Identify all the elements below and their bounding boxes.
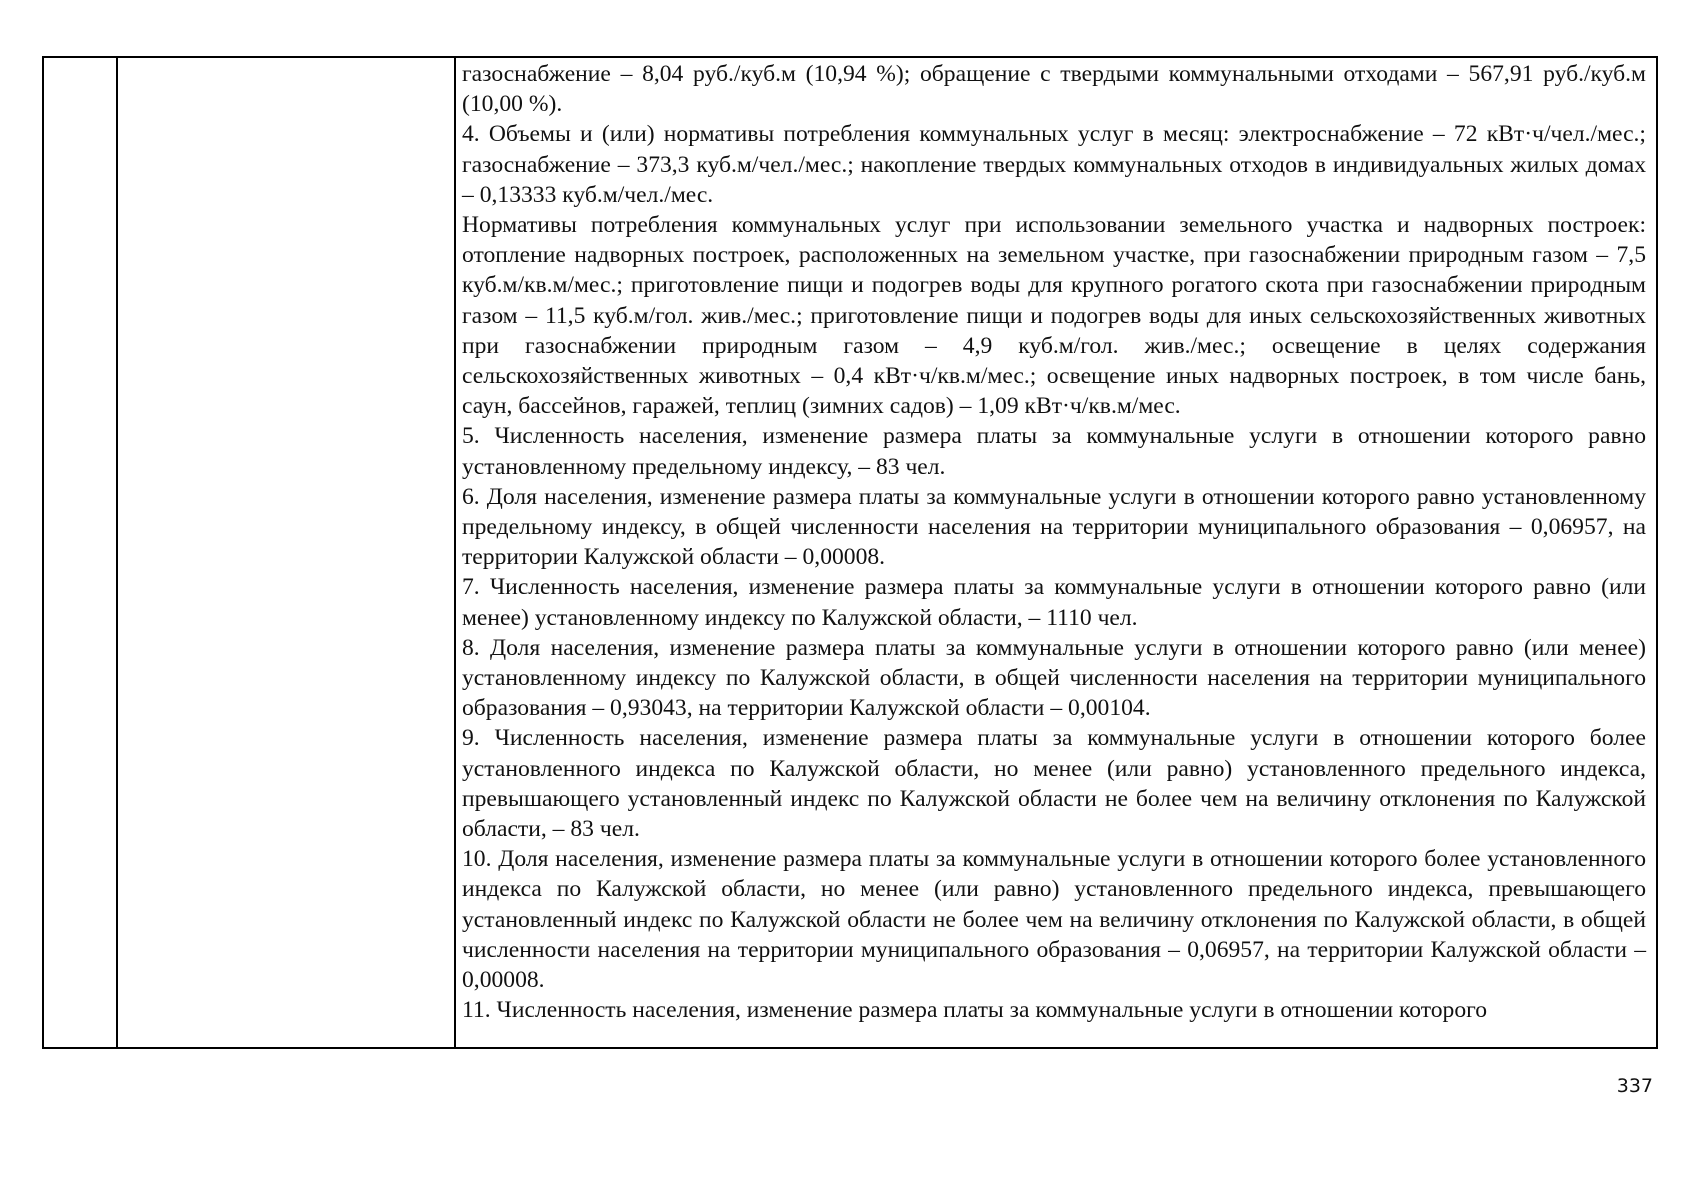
paragraph-land-plot-norms: Нормативы потребления коммунальных услуг при использовании земельного участка и надворных построек: отопление надворных построек, расположенных на земельном участке, при газоснабжении природным газом – 7,5 куб.м/кв.м/мес.; приготовление пищи и подогрев воды для крупного рогатого скота при газоснабжении природным газом – 11,5 куб.м/гол. жив./мес.; приготовление пищи и подогрев воды для иных сельскохозяйственных животных при газоснабжении природным газом – 4,9 куб.м/гол. жив./мес.; освещение в целях содержания сельскохозяйственных животных – 0,4 кВт·ч/кв.м/мес.; освещение иных надворных построек, в том числе бань, саун, бассейнов, гаражей, теплиц (зимних садов) – 1,09 кВт·ч/кв.м/мес. (462, 212, 1646, 420)
document-table (42, 56, 1658, 1049)
paragraph-gas-and-waste-tariffs: газоснабжение – 8,04 руб./куб.м (10,94 %); обращение с твердыми коммунальными отходами – 567,91 руб./куб.м (10,00 %). (462, 61, 1646, 118)
paragraph-item-10: 10. Доля населения, изменение размера платы за коммунальные услуги в отношении которого более установленного индекса по Калужской области, но менее (или равно) установленного предельного индекса, превышающего установленный индекс по Калужской области не более чем на величину отклонения по Калужской области, в общей численности населения на территории муниципального образования – 0,06957, на территории Калужской области – 0,00008. (462, 846, 1646, 994)
paragraph-item-11: 11. Численность населения, изменение размера платы за коммунальные услуги в отношении которого (462, 997, 1488, 1024)
paragraph-item-6: 6. Доля населения, изменение размера платы за коммунальные услуги в отношении которого равно установленному предельному индексу, в общей численности населения на территории муниципального образования – 0,06957, на территории Калужской области – 0,00008. (462, 483, 1646, 571)
paragraph-item-4-consumption-norms: 4. Объемы и (или) нормативы потребления коммунальных услуг в месяц: электроснабжение – 72 кВт·ч/чел./мес.; газоснабжение – 373,3 куб.м/чел./мес.; накопление твердых коммунальных отходов в индивидуальных жилых домах – 0,13333 куб.м/чел./мес. (462, 121, 1646, 208)
paragraph-item-8: 8. Доля населения, изменение размера платы за коммунальные услуги в отношении которого равно (или менее) установленному индексу по Калужской области, в общей численности населения на территории муниципального образования – 0,93043, на территории Калужской области – 0,00104. (462, 634, 1646, 722)
paragraph-item-5: 5. Численность населения, изменение размера платы за коммунальные услуги в отношении которого равно установленному предельному индексу, – 83 чел. (462, 423, 1646, 480)
paragraph-item-7: 7. Численность населения, изменение размера платы за коммунальные услуги в отношении которого равно (или менее) установленному индексу по Калужской области, – 1110 чел. (462, 574, 1646, 631)
table-column-content (456, 58, 1656, 1047)
table-column-number (44, 58, 118, 1047)
paragraph-item-9: 9. Численность населения, изменение размера платы за коммунальные услуги в отношении которого более установленного индекса по Калужской области, но менее (или равно) установленного предельного индекса, превышающего установленный индекс по Калужской области не более чем на величину отклонения по Калужской области, – 83 чел. (462, 725, 1646, 843)
page-number: 337 (1616, 1075, 1653, 1097)
table-column-name (118, 58, 456, 1047)
